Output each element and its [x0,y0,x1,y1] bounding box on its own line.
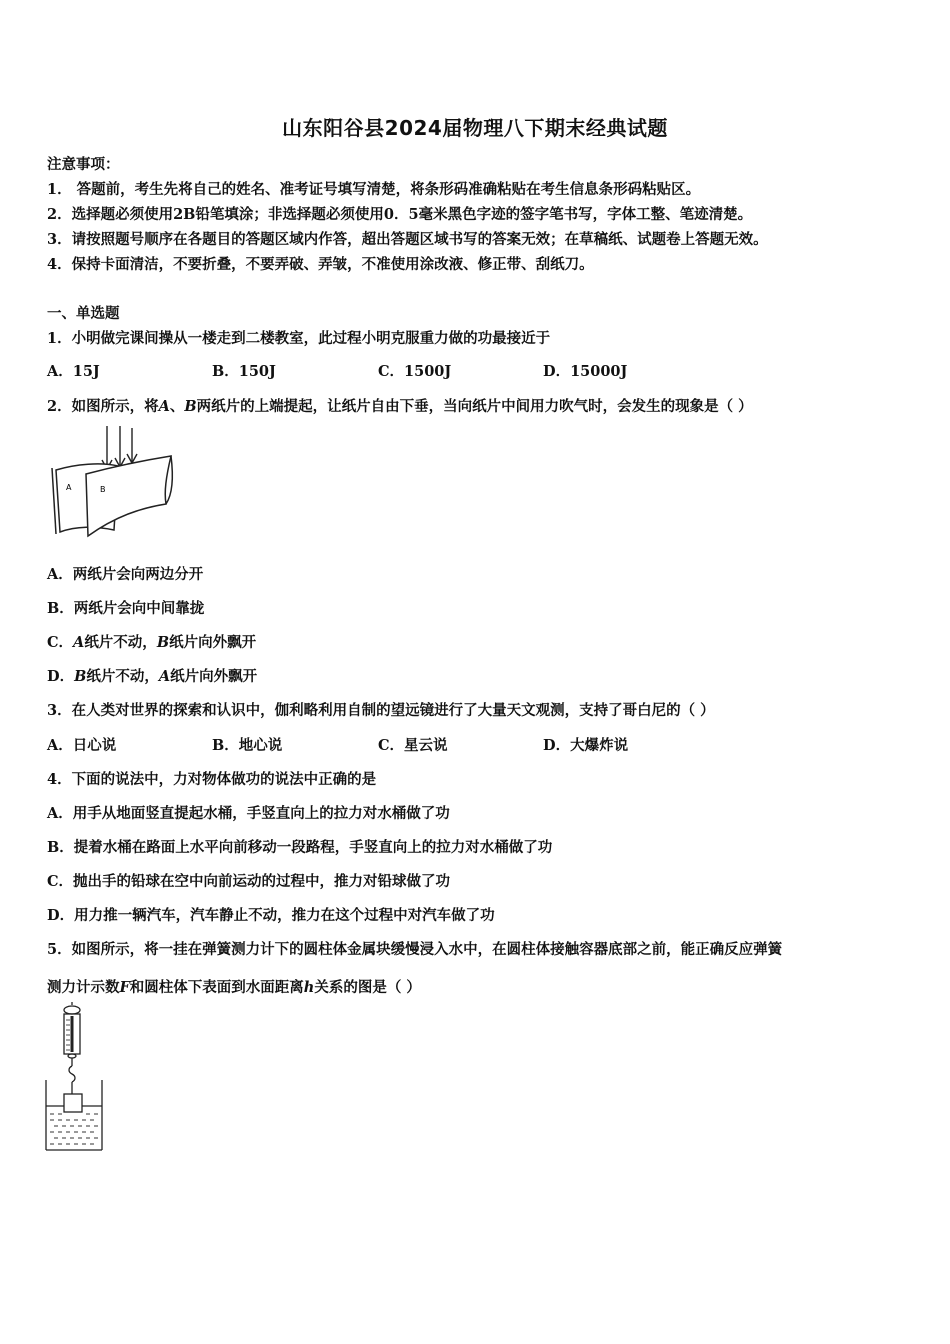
q4-stem: 4．下面的说法中，力对物体做功的说法中正确的是 [47,771,377,788]
q1-option-d: D．15000J [543,363,628,380]
notice-item-4: 4．保持卡面清洁，不要折叠，不要弄破、弄皱，不准使用涂改液、修正带、刮纸刀。 [47,256,594,273]
spring-scale-figure [42,1002,108,1154]
q2-option-c: C．A纸片不动，B纸片向外飘开 [47,634,257,651]
water-container [46,1080,102,1150]
q2-stem: 2．如图所示，将A、B两纸片的上端提起，让纸片自由下垂，当向纸片中间用力吹气时，会发生的现象是（ ） [47,398,753,415]
q3-option-c: C．星云说 [378,737,448,754]
q1-option-b: B．150J [212,363,276,380]
q3-option-a: A．日心说 [47,737,117,754]
q2-option-b: B．两纸片会向中间靠拢 [47,600,205,617]
q1-option-c: C．1500J [378,363,452,380]
q5-stem-line2: 测力计示数F和圆柱体下表面到水面距离h关系的图是（ ） [47,979,421,996]
q4-option-c: C．抛出手的铅球在空中向前运动的过程中，推力对铅球做了功 [47,873,451,890]
q3-option-d: D．大爆炸说 [543,737,629,754]
notice-item-2: 2．选择题必须使用2B铅笔填涂；非选择题必须使用0．5毫米黑色字迹的签字笔书写，字体工整、笔迹清楚。 [47,206,753,223]
section-heading: 一、单选题 [47,305,120,322]
metal-cylinder [64,1094,82,1112]
q2-option-a: A．两纸片会向两边分开 [47,566,204,583]
q1-option-a: A．15J [47,363,100,380]
q3-stem: 3．在人类对世界的探索和认识中，伽利略利用自制的望远镜进行了大量天文观测，支持了哥白尼的（ ） [47,702,715,719]
notice-item-3: 3．请按照题号顺序在各题目的答题区域内作答，超出答题区域书写的答案无效；在草稿纸、试题卷上答题无效。 [47,231,768,248]
water-dashes [50,1114,98,1144]
page-title: 山东阳谷县2024届物理八下期末经典试题 [282,116,668,140]
q4-option-a: A．用手从地面竖直提起水桶，手竖直向上的拉力对水桶做了功 [47,805,450,822]
label-a: A [66,483,72,492]
q4-option-b: B．提着水桶在路面上水平向前移动一段路程，手竖直向上的拉力对水桶做了功 [47,839,553,856]
q1-stem: 1．小明做完课间操从一楼走到二楼教室，此过程小明克服重力做的功最接近于 [47,330,551,347]
q5-stem-line1: 5．如图所示，将一挂在弹簧测力计下的圆柱体金属块缓慢浸入水中，在圆柱体接触容器底部之前，能正确反应弹簧 [47,941,783,958]
q4-option-d: D．用力推一辆汽车，汽车静止不动，推力在这个过程中对汽车做了功 [47,907,495,924]
paper-sheets-figure [46,422,186,544]
notice-heading: 注意事项： [47,156,120,173]
q2-option-d: D．B纸片不动，A纸片向外飘开 [47,668,258,685]
spring-scale-icon [64,1002,80,1094]
q3-option-b: B．地心说 [212,737,283,754]
label-b: B [100,485,106,494]
notice-item-1: 1． 答题前，考生先将自己的姓名、准考证号填写清楚，将条形码准确粘贴在考生信息条形码粘贴区。 [47,181,701,198]
